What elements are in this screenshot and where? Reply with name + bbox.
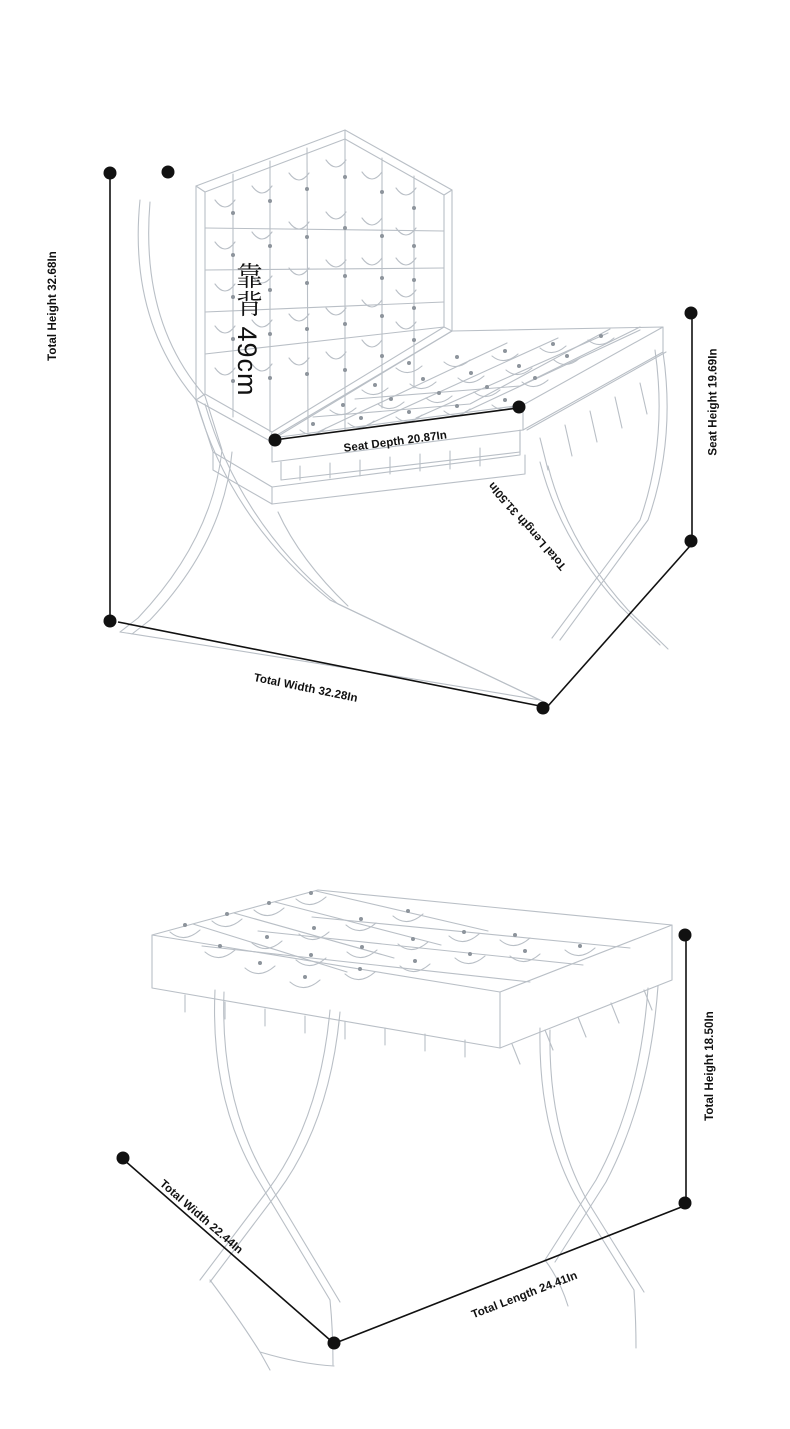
chair-seat-height-label: Seat Height 19.69In [707,348,720,456]
chair-total-length-line [548,546,690,706]
chair-total-height-label: Total Height 32.68In [46,251,59,361]
ottoman-figure [0,760,790,1429]
ottoman-total-height-label: Total Height 18.50In [703,1011,716,1121]
chair-backrest-note: 靠背 49cm [232,262,262,397]
chair-seat-depth-label: Seat Depth 20.87In [343,429,448,455]
ottoman-drawing [0,760,790,1429]
ottoman-total-length-line [338,1206,684,1342]
ottoman-total-width-line [124,1160,330,1340]
chair-total-length-label: Total Length 31.50In [486,479,570,572]
ottoman-dimension-endpoints [117,929,692,1350]
ottoman-total-width-label: Total Width 22.44In [157,1178,245,1257]
ottoman-total-length-label: Total Length 24.41In [470,1269,580,1322]
chair-total-width-label: Total Width 32.28In [252,672,359,705]
